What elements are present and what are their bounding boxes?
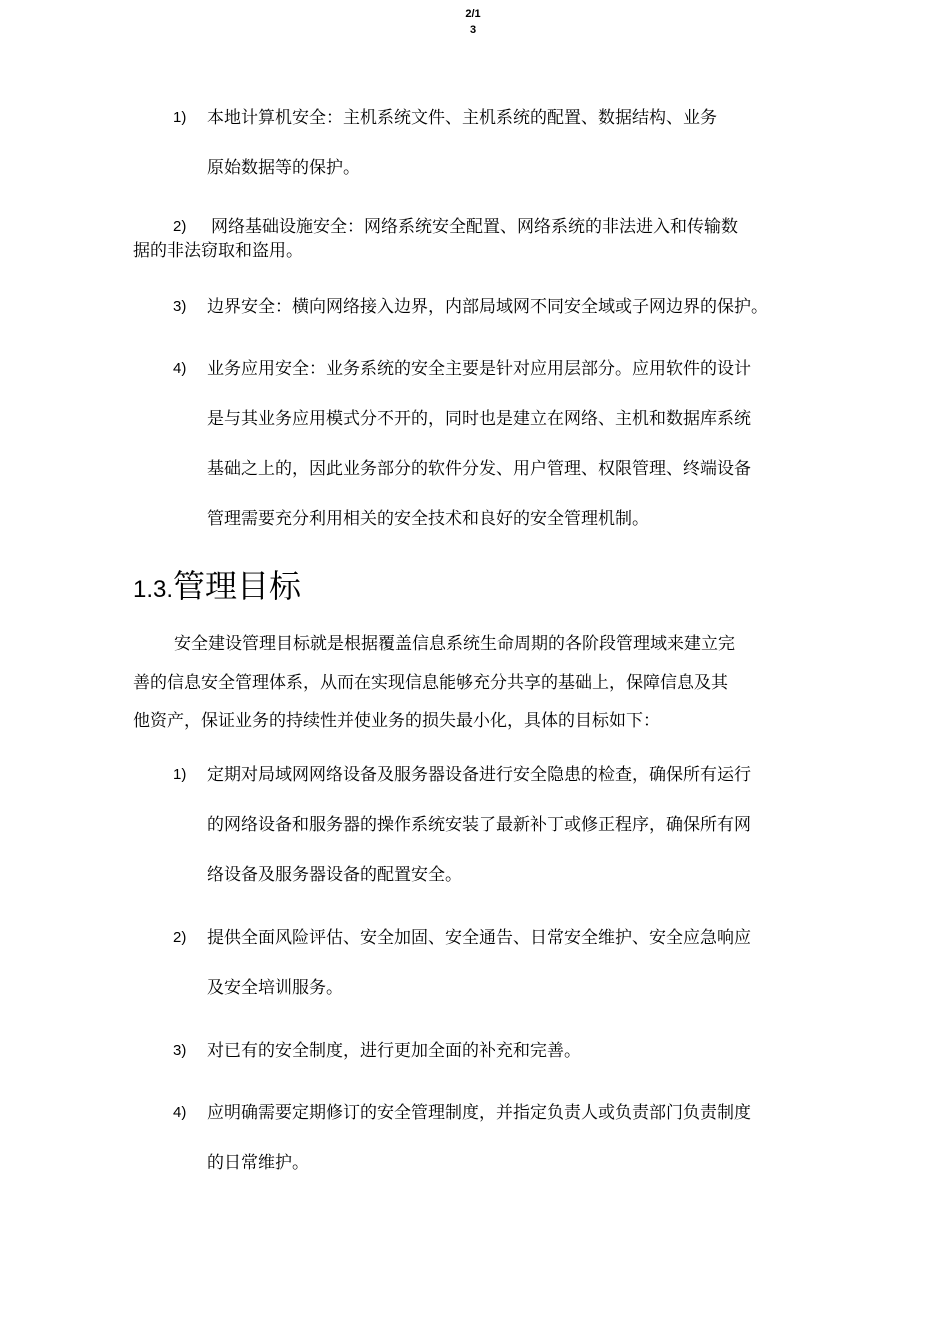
list-item-line: 业务应用安全：业务系统的安全主要是针对应用层部分。应用软件的设计 xyxy=(207,359,751,379)
list-item-line: 原始数据等的保护。 xyxy=(207,158,360,178)
paragraph-line: 善的信息安全管理体系，从而在实现信息能够充分共享的基础上，保障信息及其 xyxy=(133,673,728,693)
list-item-line: 提供全面风险评估、安全加固、安全通告、日常安全维护、安全应急响应 xyxy=(207,928,751,948)
list-item-number: 3) xyxy=(173,1042,187,1059)
list-item-line: 的日常维护。 xyxy=(207,1153,309,1173)
section-number: 1.3. xyxy=(133,576,174,603)
list-item-number: 1) xyxy=(173,766,187,783)
list-item-line: 管理需要充分利用相关的安全技术和良好的安全管理机制。 xyxy=(207,509,649,529)
list-item-line: 应明确需要定期修订的安全管理制度，并指定负责人或负责部门负责制度 xyxy=(207,1103,751,1123)
list-item-line: 网络基础设施安全：网络系统安全配置、网络系统的非法进入和传输数 xyxy=(211,217,738,237)
section-heading xyxy=(133,562,301,616)
section-title: 管理目标 xyxy=(173,567,302,605)
page-number-top: 2/1 xyxy=(465,8,481,20)
paragraph-line: 他资产，保证业务的持续性并使业务的损失最小化，具体的目标如下： xyxy=(133,711,660,731)
list-item-line: 及安全培训服务。 xyxy=(207,978,343,998)
page-number xyxy=(458,6,488,38)
list-item-number: 2) xyxy=(173,218,187,235)
paragraph-line: 安全建设管理目标就是根据覆盖信息系统生命周期的各阶段管理域来建立完 xyxy=(174,634,735,654)
list-item-line: 的网络设备和服务器的操作系统安装了最新补丁或修正程序，确保所有网 xyxy=(207,815,751,835)
list-item-line: 边界安全：横向网络接入边界，内部局域网不同安全域或子网边界的保护。 xyxy=(207,297,768,317)
list-item-number: 4) xyxy=(173,1104,187,1121)
list-item-line: 据的非法窃取和盗用。 xyxy=(133,241,303,261)
list-item-line: 对已有的安全制度，进行更加全面的补充和完善。 xyxy=(207,1041,581,1061)
list-item-line: 基础之上的，因此业务部分的软件分发、用户管理、权限管理、终端设备 xyxy=(207,459,751,479)
list-item-number: 3) xyxy=(173,298,187,315)
page-number-bottom: 3 xyxy=(469,24,477,36)
list-item-line: 定期对局域网网络设备及服务器设备进行安全隐患的检查，确保所有运行 xyxy=(207,765,751,785)
list-item-line: 络设备及服务器设备的配置安全。 xyxy=(207,865,462,885)
list-item-number: 4) xyxy=(173,360,187,377)
list-item-number: 1) xyxy=(173,109,187,126)
list-item-line: 是与其业务应用模式分不开的，同时也是建立在网络、主机和数据库系统 xyxy=(207,409,751,429)
list-item-number: 2) xyxy=(173,929,187,946)
list-item-line: 本地计算机安全：主机系统文件、主机系统的配置、数据结构、业务 xyxy=(207,108,717,128)
